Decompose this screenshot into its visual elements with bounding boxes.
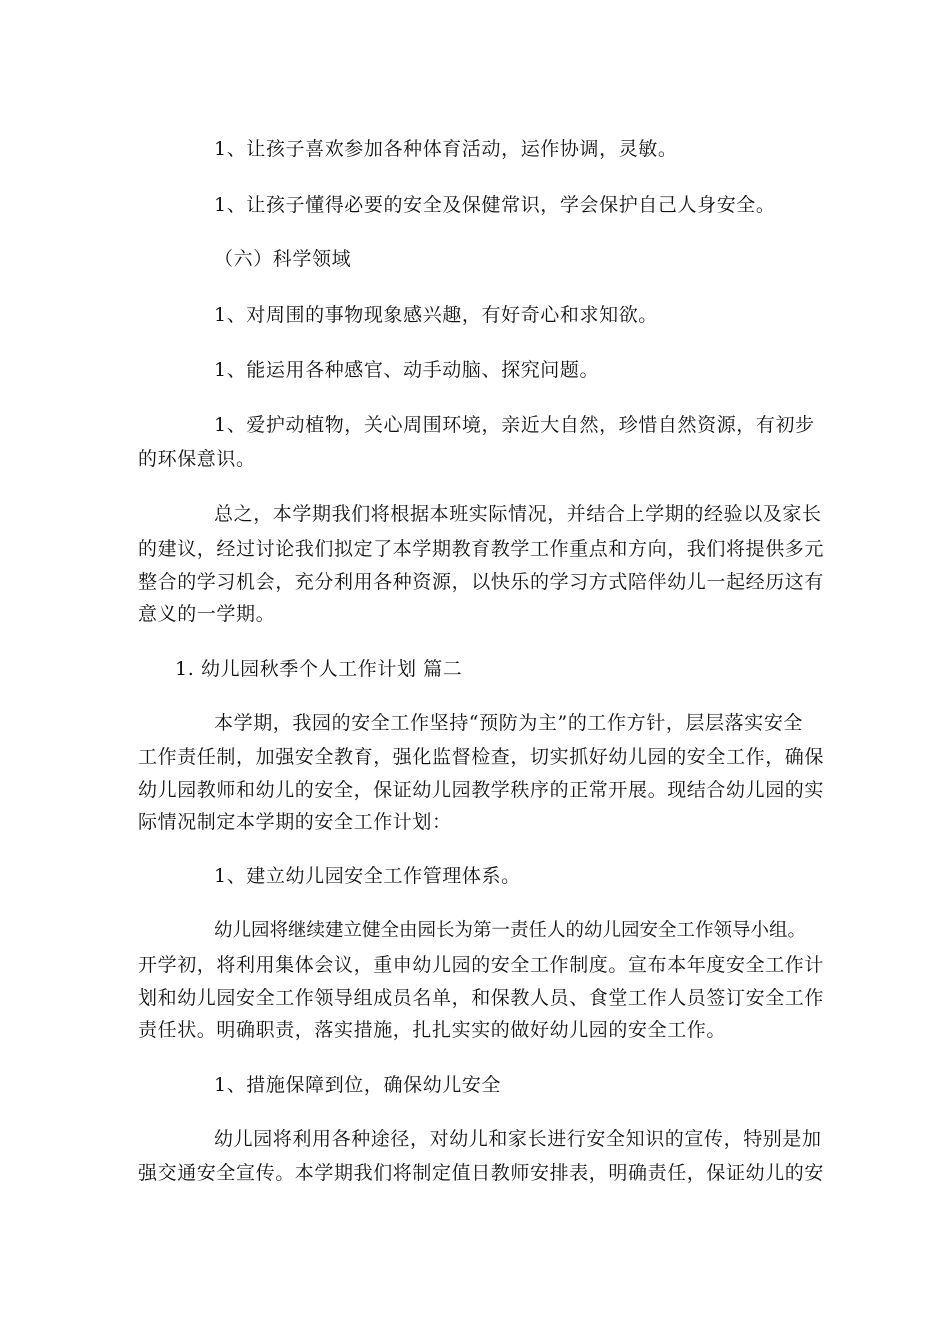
- text-line: 责任状。明确职责，落实措施，扎扎实实的做好幼儿园的安全工作。: [138, 1019, 727, 1041]
- text-line: 幼儿园将利用各种途径，对幼儿和家长进行安全知识的宣传，特别是加: [214, 1128, 822, 1150]
- text-line: 际情况制定本学期的安全工作计划：: [138, 811, 452, 833]
- text-line: 强交通安全宣传。本学期我们将制定值日教师安排表，明确责任，保证幼儿的安: [138, 1162, 825, 1184]
- text-line: 的环保意识。: [138, 448, 256, 470]
- text-line: 1、建立幼儿园安全工作管理体系。: [214, 865, 521, 887]
- text-line: 幼儿园教师和幼儿的安全，保证幼儿园教学秩序的正常开展。现结合幼儿园的实: [138, 779, 825, 801]
- text-line: 1、能运用各种感官、动手动脑、探究问题。: [214, 359, 600, 381]
- text-line: 划和幼儿园安全工作领导组成员名单，和保教人员、食堂工作人员签订安全工作: [138, 987, 825, 1009]
- text-line: 工作责任制，加强安全教育，强化监督检查，切实抓好幼儿园的安全工作，确保: [138, 746, 825, 768]
- text-line: 本学期，我园的安全工作坚持“预防为主”的工作方针，层层落实安全: [214, 712, 804, 734]
- text-line: 的建议，经过讨论我们拟定了本学期教育教学工作重点和方向，我们将提供多元: [138, 538, 825, 560]
- text-line: 幼儿园将继续建立健全由园长为第一责任人的幼儿园安全工作领导小组。: [214, 920, 807, 941]
- text-line: 1、爱护动植物，关心周围环境，亲近大自然，珍惜自然资源，有初步: [214, 414, 815, 436]
- text-line: 1、让孩子懂得必要的安全及保健常识，学会保护自己人身安全。: [214, 194, 776, 216]
- section-heading: 1. 幼儿园秋季个人工作计划 篇二: [175, 658, 463, 680]
- text-line: 总之，本学期我们将根据本班实际情况，并结合上学期的经验以及家长: [214, 503, 822, 525]
- text-line: 1、对周围的事物现象感兴趣，有好奇心和求知欲。: [214, 304, 658, 326]
- text-line: 开学初，将利用集体会议，重申幼儿园的安全工作制度。宣布本年度安全工作计: [138, 954, 825, 976]
- text-line: 意义的一学期。: [138, 603, 276, 625]
- text-line: 整合的学习机会，充分利用各种资源，以快乐的学习方式陪伴幼儿一起经历这有: [138, 571, 825, 593]
- text-line: 1、让孩子喜欢参加各种体育活动，运作协调，灵敏。: [214, 138, 678, 160]
- section-heading: （六）科学领域: [214, 248, 352, 270]
- text-line: 1、措施保障到位，确保幼儿安全: [214, 1074, 502, 1096]
